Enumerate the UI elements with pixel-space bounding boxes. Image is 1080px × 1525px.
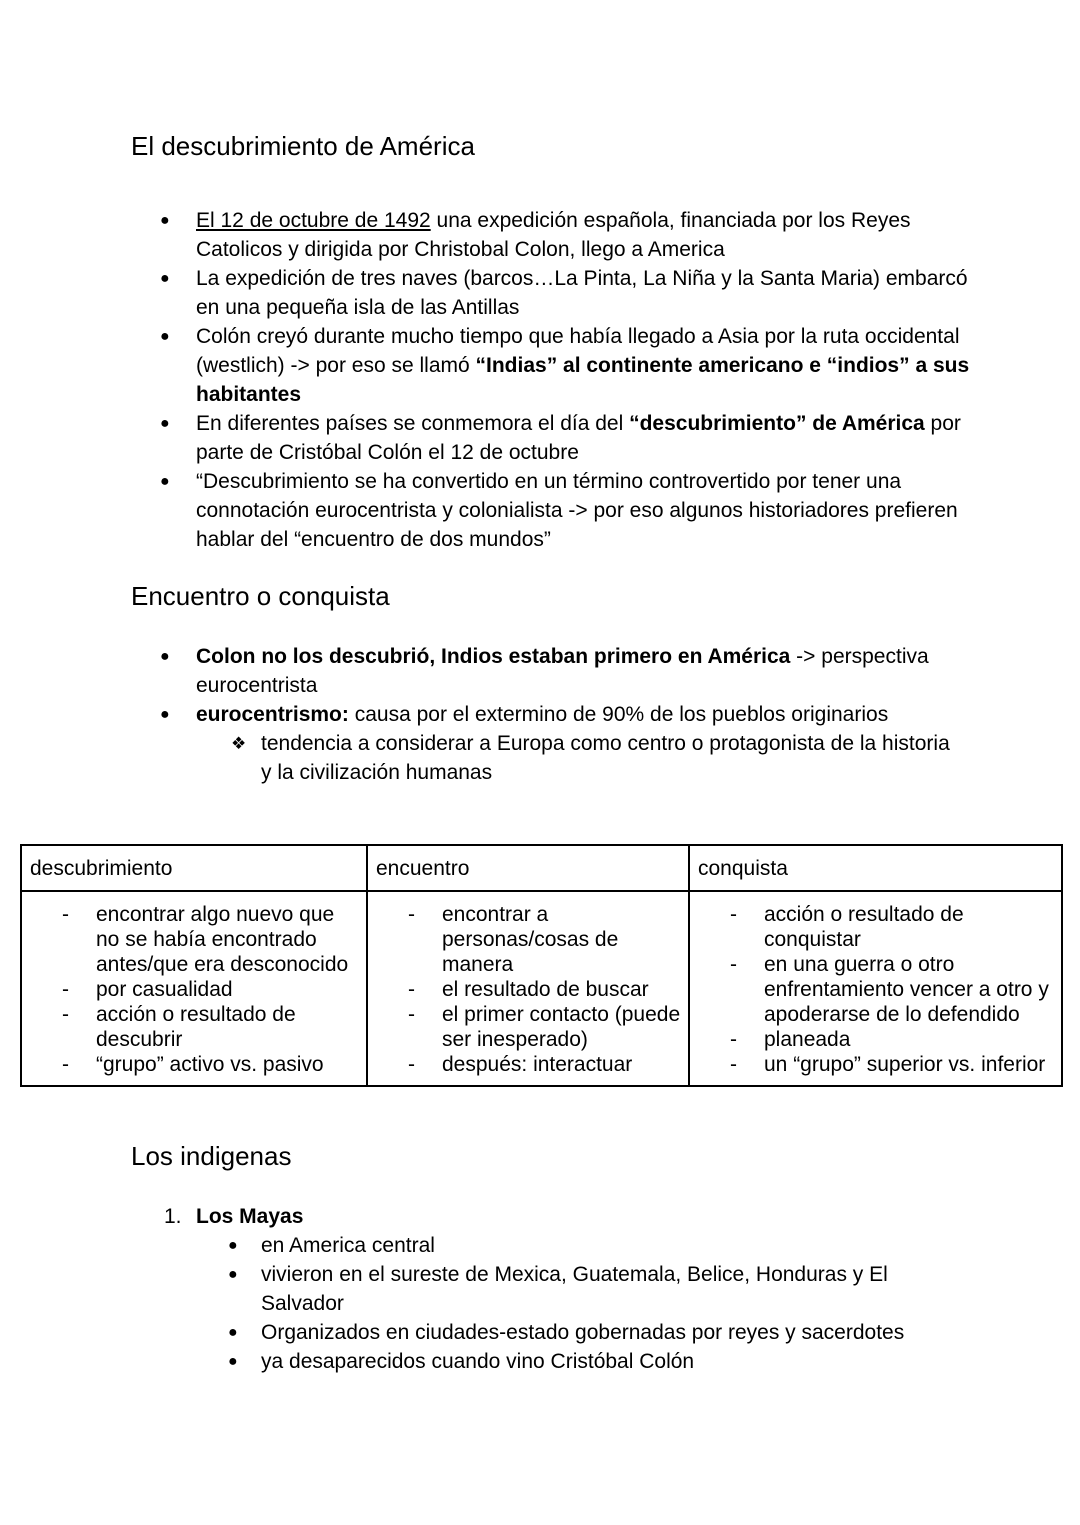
list-item-text: causa por el extermino de 90% de los pueblos originarios	[348, 703, 889, 726]
table-row	[21, 891, 1062, 1086]
encuentro-bullet-list	[156, 642, 956, 787]
list-item	[156, 409, 976, 467]
list-item	[196, 1347, 964, 1376]
bold-text: “Indias” al continente americano e “indios” a sus habitantes	[196, 354, 970, 406]
list-item	[156, 206, 976, 264]
mayas-bullet-list	[196, 1231, 964, 1376]
dash-list-item: - acción o resultado de descubrir	[28, 1002, 360, 1052]
list-item	[156, 467, 976, 554]
item-number: 1.	[164, 1205, 182, 1228]
table-cell	[21, 891, 367, 1086]
list-item-text: por parte de Cristóbal Colón el 12 de octubre	[196, 412, 961, 464]
table-header-cell: descubrimiento	[21, 845, 367, 891]
list-item-text: Colón creyó durante mucho tiempo que había llegado a Asia por la ruta occidental (westlich) -> por eso se llamó	[196, 325, 960, 377]
list-item	[164, 1202, 964, 1376]
dash-list-item: - después: interactuar	[374, 1052, 682, 1077]
dash-list	[374, 902, 682, 1077]
page-title: El descubrimiento de América	[131, 131, 475, 161]
section-heading-indigenas: Los indigenas	[131, 1141, 292, 1171]
dash-list-item: - por casualidad	[28, 977, 360, 1002]
dash-list-item: - el resultado de buscar	[374, 977, 682, 1002]
list-item-text: tendencia a considerar a Europa como centro o protagonista de la historia y la civilización humanas	[261, 732, 950, 784]
dash-list-item: - planeada	[696, 1027, 1055, 1052]
list-item-text: en America central	[261, 1234, 435, 1257]
table-header-cell: encuentro	[367, 845, 689, 891]
dash-list-item: - acción o resultado de conquistar	[696, 902, 1055, 952]
dash-list	[28, 902, 360, 1077]
dash-list-item: - encontrar a personas/cosas de manera	[374, 902, 682, 977]
dash-list-item: - encontrar algo nuevo que no se había encontrado antes/que era desconocido	[28, 902, 360, 977]
comparison-table	[20, 844, 1063, 1087]
bold-text: Colon no los descubrió, Indios estaban primero en América	[196, 645, 791, 668]
section-heading-encuentro: Encuentro o conquista	[131, 581, 390, 611]
bold-text: eurocentrismo:	[196, 703, 349, 726]
list-item	[196, 1260, 964, 1318]
list-item-text: En diferentes países se conmemora el día del	[196, 412, 630, 435]
indigenas-numbered-list	[164, 1202, 964, 1376]
list-item	[196, 1231, 964, 1260]
list-item	[156, 264, 976, 322]
item-title: Los Mayas	[196, 1205, 304, 1228]
intro-bullet-list	[156, 206, 976, 554]
dash-list-item: - “grupo” activo vs. pasivo	[28, 1052, 360, 1077]
list-item-text: Organizados en ciudades-estado gobernadas por reyes y sacerdotes	[261, 1321, 905, 1344]
list-item	[156, 642, 956, 700]
table-cell	[689, 891, 1062, 1086]
table-header-row	[21, 845, 1062, 891]
bold-text: “descubrimiento” de América	[629, 412, 925, 435]
list-item	[156, 322, 976, 409]
table-cell	[367, 891, 689, 1086]
sub-list	[196, 729, 956, 787]
list-item	[196, 1318, 964, 1347]
dash-list	[696, 902, 1055, 1077]
list-item-text: una expedición española, financiada por los Reyes Catolicos y dirigida por Christobal Colon, llego a America	[196, 209, 911, 261]
list-item	[156, 700, 956, 787]
list-item-text: -> perspectiva eurocentrista	[196, 645, 929, 697]
list-item-text: “Descubrimiento se ha convertido en un término controvertido por tener una connotación eurocentrista y colonialista -> por eso algunos historiadores prefieren hablar del “encuentro de dos mundos”	[196, 470, 958, 551]
date-underlined: El 12 de octubre de 1492	[196, 209, 431, 232]
dash-list-item: - el primer contacto (puede ser inesperado)	[374, 1002, 682, 1052]
sub-list-item	[221, 729, 956, 787]
dash-list-item: - en una guerra o otro enfrentamiento vencer a otro y apoderarse de lo defendido	[696, 952, 1055, 1027]
dash-list-item: - un “grupo” superior vs. inferior	[696, 1052, 1055, 1077]
table-header-cell: conquista	[689, 845, 1062, 891]
list-item-text: La expedición de tres naves (barcos…La Pinta, La Niña y la Santa Maria) embarcó en una pequeña isla de las Antillas	[196, 267, 968, 319]
list-item-text: ya desaparecidos cuando vino Cristóbal Colón	[261, 1350, 695, 1373]
list-item-text: vivieron en el sureste de Mexica, Guatemala, Belice, Honduras y El Salvador	[261, 1263, 888, 1315]
